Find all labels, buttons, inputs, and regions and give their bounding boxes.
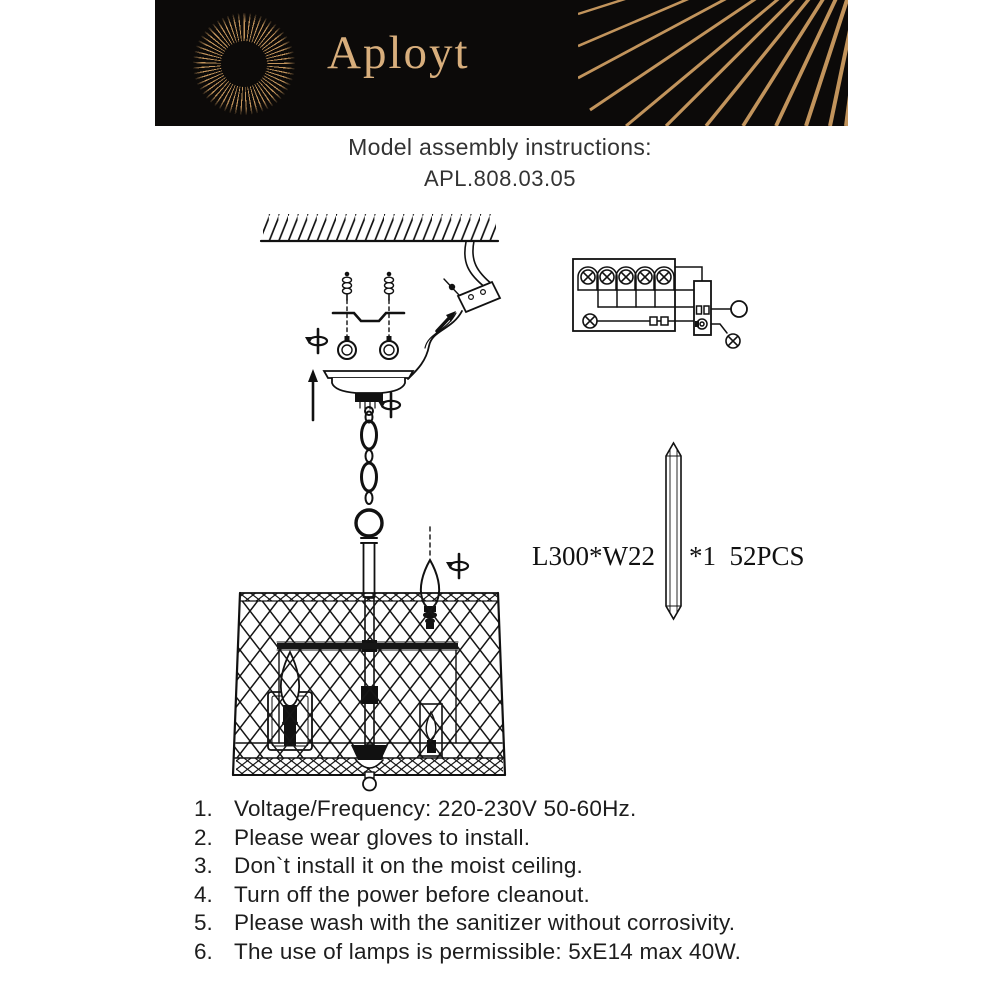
instruction-number: 4. [194, 881, 213, 907]
mounting-screws [338, 272, 398, 359]
instruction-number: 6. [194, 938, 213, 964]
starburst-logo-icon [193, 13, 295, 115]
instruction-number: 5. [194, 910, 213, 936]
instruction-text: Please wear gloves to install. [234, 824, 531, 850]
rays-decoration-icon [578, 0, 848, 126]
instruction-item [194, 881, 741, 910]
instruction-text: Please wash with the sanitizer without corrosivity. [234, 910, 736, 936]
power-wires [408, 241, 500, 379]
hanging-ring [356, 510, 382, 536]
down-rod [361, 538, 377, 597]
canopy [324, 371, 413, 415]
title-line: Model assembly instructions: [348, 134, 652, 160]
model-number: APL.808.03.05 [423, 166, 577, 191]
instruction-number: 1. [194, 796, 213, 821]
assembly-diagram [150, 195, 850, 810]
instruction-text: Turn off the power before cleanout. [234, 881, 590, 907]
brand-banner [155, 0, 848, 126]
document-title [150, 134, 850, 192]
instructions-list [194, 795, 741, 967]
ceiling-hatch [261, 214, 498, 241]
instruction-text: The use of lamps is permissible: 5xE14 max 40W. [234, 938, 742, 964]
wiring-schematic [573, 259, 747, 348]
mounting-bracket [333, 313, 404, 321]
instruction-item [194, 795, 741, 824]
instruction-number: 3. [194, 853, 213, 879]
instruction-text: Don`t install it on the moist ceiling. [234, 853, 584, 879]
instruction-item [194, 824, 741, 853]
drum-shade [233, 593, 505, 791]
crystal-strip [666, 443, 681, 619]
instruction-item [194, 909, 741, 938]
instruction-item [194, 938, 741, 967]
rotate-symbol-icon [305, 329, 327, 353]
crystal-qty-label: *1 52PCS [689, 541, 805, 571]
brand-name: Aployt [327, 27, 470, 79]
instruction-item [194, 852, 741, 881]
instruction-number: 2. [194, 824, 213, 850]
instruction-text: Voltage/Frequency: 220-230V 50-60Hz. [234, 796, 637, 821]
crystal-size-label: L300*W22 [532, 541, 655, 571]
chain [362, 412, 377, 505]
up-arrow-icon [308, 369, 318, 420]
rotate-symbol-icon [446, 554, 468, 578]
